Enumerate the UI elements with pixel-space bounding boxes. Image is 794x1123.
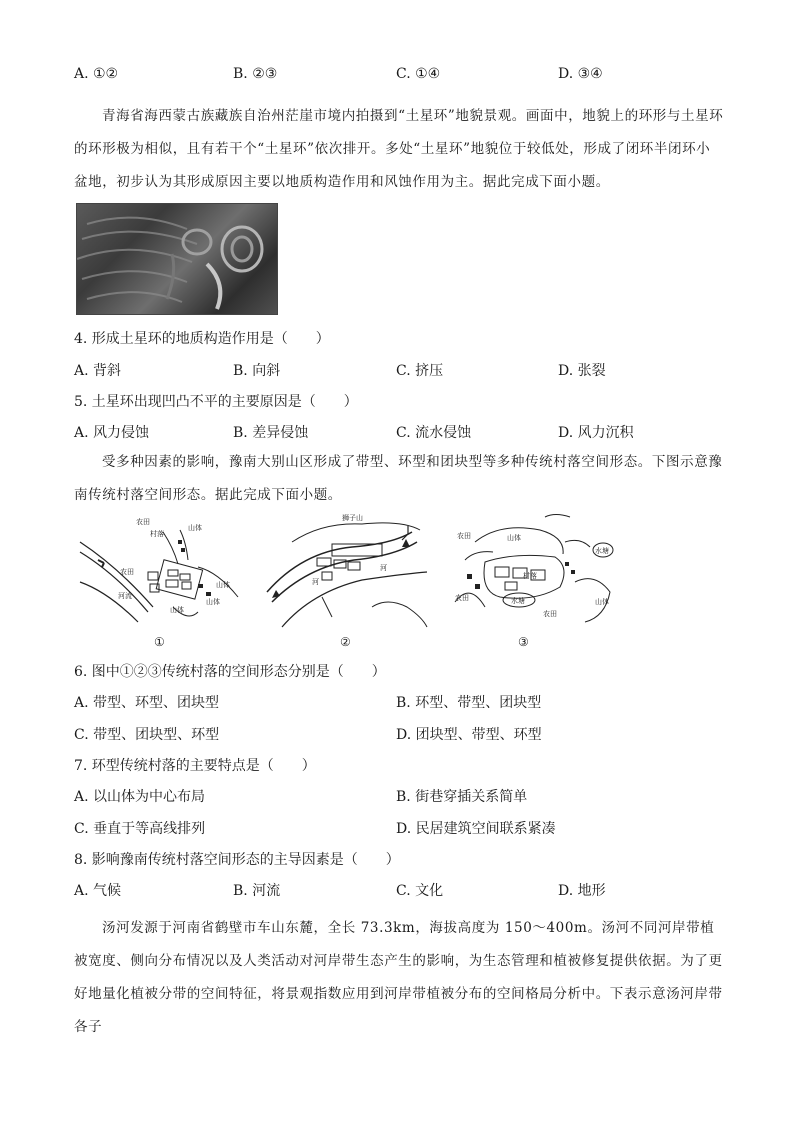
map1-label-mountain-3: 山体 [170, 606, 184, 614]
q4-option-b[interactable]: B. 向斜 [233, 363, 281, 379]
passage-village-text: 受多种因素的影响，豫南大别山区形成了带型、环型和团块型等多种传统村落空间形态。下图示意豫南传统村落空间形态。据此完成下面小题。 [74, 454, 723, 503]
q4-option-a[interactable]: A. 背斜 [74, 363, 122, 379]
q8-option-c[interactable]: C. 文化 [396, 883, 444, 899]
map1-label-river: 河流 [118, 592, 132, 600]
map1-label-village: 村落 [150, 530, 164, 538]
passage-village [74, 446, 724, 512]
passage-saturn-ring [74, 100, 724, 199]
map-label-3: ③ [518, 635, 529, 649]
map3-label-mountain-1: 山体 [507, 534, 521, 542]
passage-saturn-ring-text: 青海省海西蒙古族藏族自治州茫崖市境内拍摄到“土星环”地貌景观。画面中，地貌上的环形与土星环的环形极为相似，且有若干个“土星环”依次排开。多处“土星环”地貌位于较低处，形成了闭环半闭环小盆地，初步认为其形成原因主要以地质构造作用和风蚀作用为主。据此完成下面小题。 [74, 108, 724, 190]
map1-label-farmland: 农田 [136, 518, 150, 526]
q5-stem: 5. 土星环出现凹凸不平的主要原因是（ ） [74, 394, 358, 410]
map3-label-farmland-2: 农田 [455, 594, 469, 602]
map2-label-river-2: 河 [380, 564, 387, 572]
map3-label-pond-1: 水塘 [595, 547, 609, 555]
q5-option-d[interactable]: D. 风力沉积 [558, 425, 634, 441]
q7-option-a[interactable]: A. 以山体为中心布局 [74, 789, 206, 805]
q7-option-c[interactable]: C. 垂直于等高线排列 [74, 821, 206, 837]
map-label-1: ① [154, 635, 165, 649]
saturn-ring-photo [76, 203, 278, 315]
q8-stem: 8. 影响豫南传统村落空间形态的主导因素是（ ） [74, 852, 400, 868]
q6-stem: 6. 图中①②③传统村落的空间形态分别是（ ） [74, 664, 386, 680]
map3-label-village: 村落 [523, 572, 537, 580]
q6-option-b[interactable]: B. 环型、带型、团块型 [396, 695, 542, 711]
map2-label-river-1: 河 [312, 578, 319, 586]
q5-option-c[interactable]: C. 流水侵蚀 [396, 425, 472, 441]
q4-option-d[interactable]: D. 张裂 [558, 363, 606, 379]
q7-option-d[interactable]: D. 民居建筑空间联系紧凑 [396, 821, 556, 837]
q3-option-b[interactable]: B. ②③ [233, 66, 278, 82]
map1-label-mountain-2: 山体 [216, 581, 230, 589]
q5-option-b[interactable]: B. 差异侵蚀 [233, 425, 309, 441]
map1-label-mountain-1: 山体 [188, 524, 202, 532]
q4-stem: 4. 形成土星环的地质构造作用是（ ） [74, 331, 330, 347]
q7-stem: 7. 环型传统村落的主要特点是（ ） [74, 758, 316, 774]
q3-option-d[interactable]: D. ③④ [558, 66, 603, 82]
q8-option-b[interactable]: B. 河流 [233, 883, 281, 899]
map2-label-lion-mountain: 狮子山 [342, 514, 363, 522]
q6-option-a[interactable]: A. 带型、环型、团块型 [74, 695, 220, 711]
map3-label-farmland-1: 农田 [457, 532, 471, 540]
map3-label-mountain-2: 山体 [595, 598, 609, 606]
map-label-2: ② [340, 635, 351, 649]
village-map-3 [445, 512, 615, 632]
passage-tang-river [74, 912, 724, 1044]
q8-option-d[interactable]: D. 地形 [558, 883, 606, 899]
q7-option-b[interactable]: B. 街巷穿插关系简单 [396, 789, 528, 805]
village-map-1 [78, 512, 248, 632]
q3-option-a[interactable]: A. ①② [74, 66, 119, 82]
passage-tang-river-text: 汤河发源于河南省鹤壁市车山东麓，全长 73.3km，海拔高度为 150～400m。汤河不同河岸带植被宽度、侧向分布情况以及人类活动对河岸带生态产生的影响，为生态管理和植被修复提供依据。为了更好地量化植被分带的空间特征，将景观指数应用到河岸带植被分布的空间格局分析中。下表示意汤河岸带各子 [74, 920, 723, 1035]
q6-option-d[interactable]: D. 团块型、带型、环型 [396, 727, 542, 743]
map1-label-farmland-2: 农田 [120, 568, 134, 576]
village-map-2 [262, 512, 432, 632]
q3-option-c[interactable]: C. ①④ [396, 66, 441, 82]
q5-option-a[interactable]: A. 风力侵蚀 [74, 425, 150, 441]
q4-option-c[interactable]: C. 挤压 [396, 363, 444, 379]
map3-label-pond-2: 水塘 [511, 597, 525, 605]
q6-option-c[interactable]: C. 带型、团块型、环型 [74, 727, 220, 743]
q8-option-a[interactable]: A. 气候 [74, 883, 122, 899]
map1-label-mountain-4: 山体 [206, 598, 220, 606]
map3-label-farmland-3: 农田 [543, 610, 557, 618]
